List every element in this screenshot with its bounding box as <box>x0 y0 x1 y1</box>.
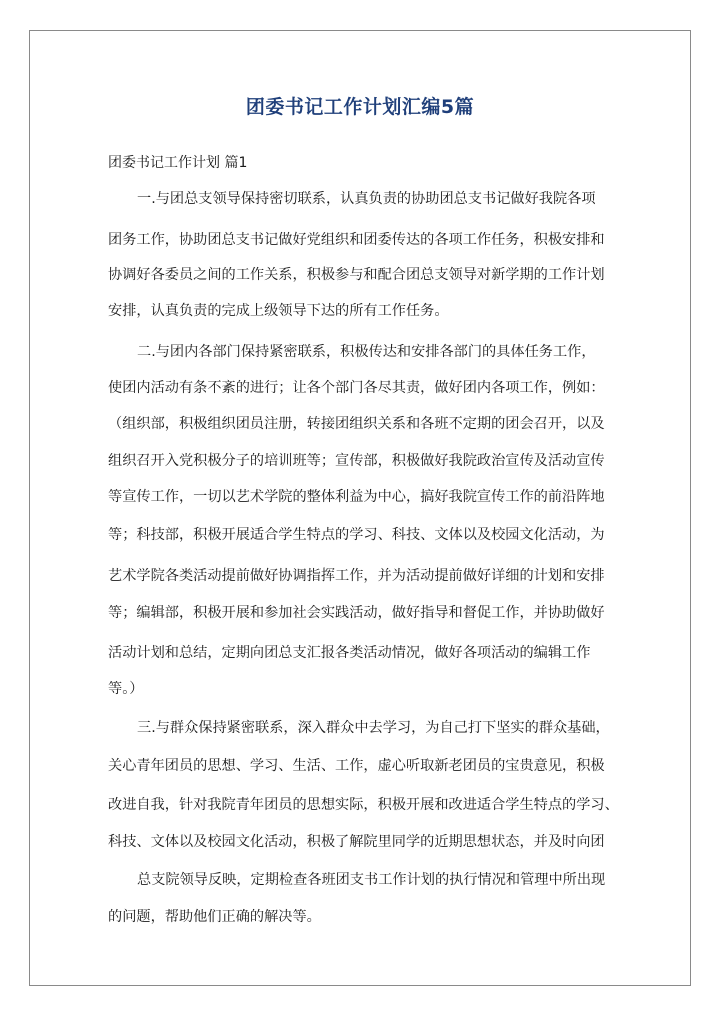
paragraph-2-line-1: 二.与团内各部门保持紧密联系，积极传达和安排各部门的具体任务工作， <box>137 344 596 360</box>
paragraph-2-line-5: 等宣传工作，一切以艺术学院的整体利益为中心，搞好我院宣传工作的前沿阵地 <box>108 489 605 505</box>
paragraph-1-line-1: 一.与团总支领导保持密切联系，认真负责的协助团总支书记做好我院各项 <box>137 191 596 207</box>
paragraph-2-line-8: 等；编辑部，积极开展和参加社会实践活动，做好指导和督促工作，并协助做好 <box>108 605 605 621</box>
section-heading: 团委书记工作计划 篇1 <box>108 155 248 171</box>
paragraph-2-line-6: 等；科技部，积极开展适合学生特点的学习、科技、文体以及校园文化活动，为 <box>108 527 605 543</box>
paragraph-2-line-7: 艺术学院各类活动提前做好协调指挥工作，并为活动提前做好详细的计划和安排 <box>108 568 605 584</box>
document-title: 团委书记工作计划汇编5篇 <box>245 96 475 118</box>
paragraph-1-line-4: 安排，认真负责的完成上级领导下达的所有工作任务。 <box>108 303 449 319</box>
paragraph-1-line-3: 协调好各委员之间的工作关系，积极参与和配合团总支领导对新学期的工作计划 <box>108 267 605 283</box>
paragraph-4-line-2: 的问题，帮助他们正确的解决等。 <box>108 909 321 925</box>
paragraph-3-line-3: 改进自我，针对我院青年团员的思想实际，积极开展和改进适合学生特点的学习、 <box>108 797 619 813</box>
paragraph-3-line-1: 三.与群众保持紧密联系，深入群众中去学习，为自己打下坚实的群众基础， <box>137 720 610 736</box>
paragraph-1-line-2: 团务工作，协助团总支书记做好党组织和团委传达的各项工作任务，积极安排和 <box>108 232 605 248</box>
paragraph-3-line-2: 关心青年团员的思想、学习、生活、工作，虚心听取新老团员的宝贵意见，积极 <box>108 758 605 774</box>
paragraph-4-line-1: 总支院领导反映，定期检查各班团支书工作计划的执行情况和管理中所出现 <box>137 872 606 888</box>
paragraph-2-line-3: （组织部，积极组织团员注册，转接团组织关系和各班不定期的团会召开，以及 <box>108 416 605 432</box>
paragraph-2-line-4: 组织召开入党积极分子的培训班等；宣传部，积极做好我院政治宣传及活动宣传 <box>108 453 605 469</box>
paragraph-2-line-9: 活动计划和总结，定期向团总支汇报各类活动情况，做好各项活动的编辑工作 <box>108 645 591 661</box>
paragraph-2-line-2: 使团内活动有条不紊的进行；让各个部门各尽其责，做好团内各项工作，例如： <box>108 380 605 396</box>
paragraph-2-line-10: 等。） <box>108 681 144 697</box>
paragraph-3-line-4: 科技、文体以及校园文化活动，积极了解院里同学的近期思想状态，并及时向团 <box>108 834 605 850</box>
